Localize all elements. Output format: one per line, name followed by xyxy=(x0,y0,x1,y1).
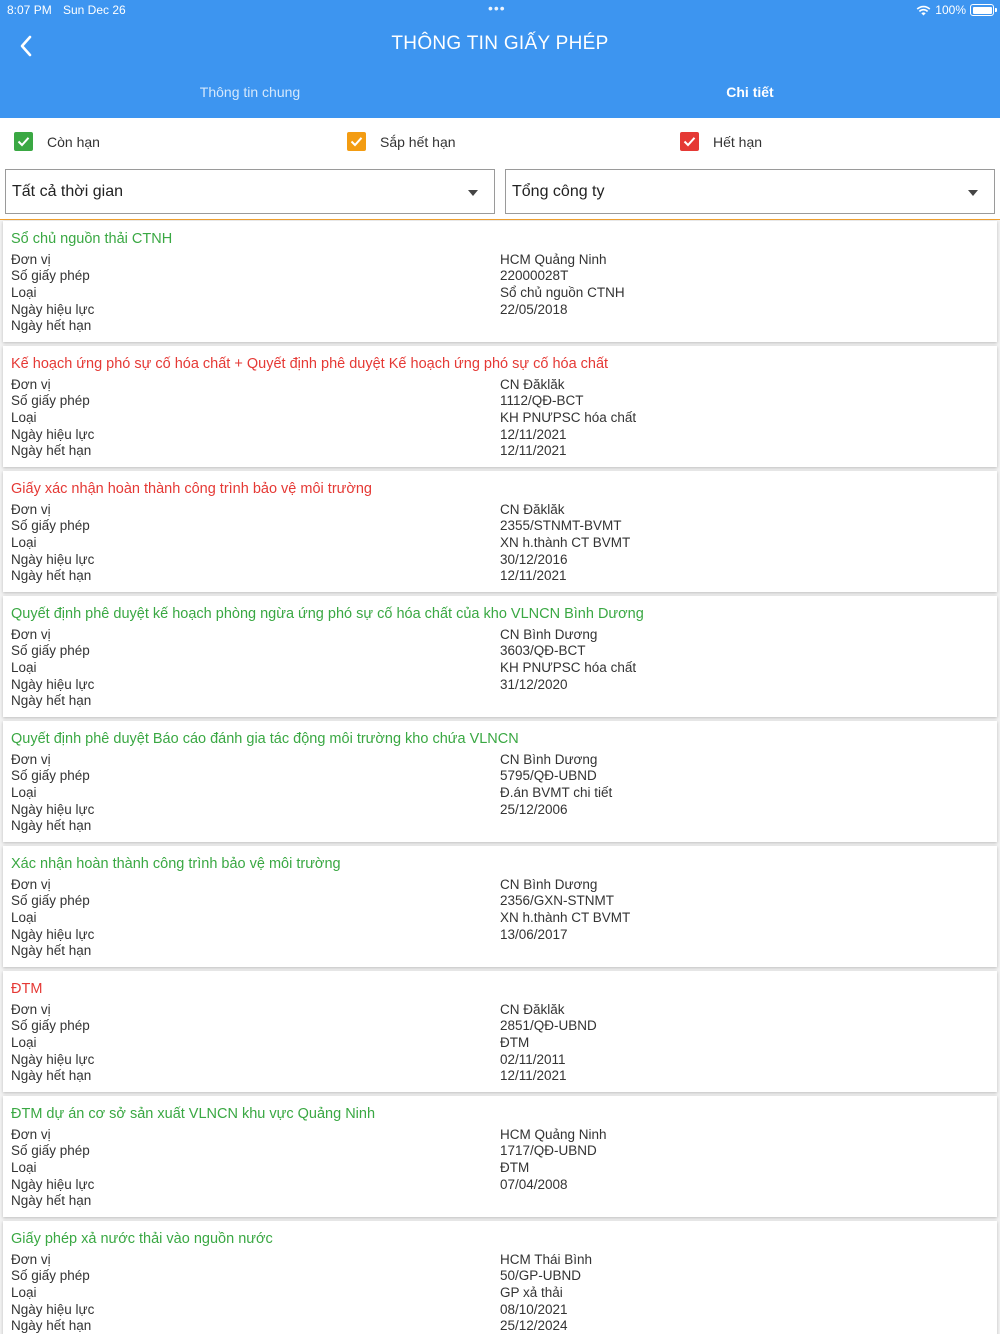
field-value: HCM Thái Bình xyxy=(500,1252,593,1267)
field-label: Số giấy phép xyxy=(11,393,90,408)
field-value: 1112/QĐ-BCT xyxy=(500,393,584,408)
field-label: Ngày hết hạn xyxy=(11,1318,92,1333)
permit-title: Giấy xác nhận hoàn thành công trình bảo vệ môi trường xyxy=(11,481,372,497)
permit-card[interactable] xyxy=(3,221,997,342)
status-time: 8:07 PM xyxy=(7,3,52,17)
company-filter-select[interactable] xyxy=(505,169,995,214)
permit-title: Giấy phép xả nước thải vào nguồn nước xyxy=(11,1231,273,1247)
field-label: Số giấy phép xyxy=(11,768,90,783)
field-label: Số giấy phép xyxy=(11,518,90,533)
permit-card[interactable] xyxy=(3,971,997,1092)
field-label: Đơn vị xyxy=(11,1252,51,1267)
app-header xyxy=(0,0,1000,118)
field-label: Loại xyxy=(11,535,37,550)
field-value: KH PNƯPSC hóa chất xyxy=(500,410,637,425)
multitasking-dots-icon[interactable]: ••• xyxy=(488,0,506,16)
permit-card[interactable] xyxy=(3,721,997,842)
battery-icon xyxy=(970,4,994,16)
field-value: CN Đăklăk xyxy=(500,377,565,392)
field-label: Ngày hết hạn xyxy=(11,568,92,583)
field-label: Ngày hiệu lực xyxy=(11,677,95,692)
field-label: Đơn vị xyxy=(11,502,51,517)
field-value: ĐTM xyxy=(500,1160,530,1175)
field-value: 12/11/2021 xyxy=(500,427,567,442)
field-label: Loại xyxy=(11,785,37,800)
status-date: Sun Dec 26 xyxy=(63,3,126,17)
field-label: Đơn vị xyxy=(11,877,51,892)
field-value: 25/12/2024 xyxy=(500,1318,568,1333)
field-label: Ngày hiệu lực xyxy=(11,552,95,567)
legend-expiring-soon[interactable] xyxy=(347,132,456,151)
field-label: Ngày hiệu lực xyxy=(11,927,95,942)
permit-title: Sổ chủ nguồn thải CTNH xyxy=(11,231,173,247)
field-value: CN Bình Dương xyxy=(500,752,598,767)
field-label: Ngày hết hạn xyxy=(11,318,92,333)
field-label: Số giấy phép xyxy=(11,643,90,658)
field-value: 2851/QĐ-UBND xyxy=(500,1018,597,1033)
field-value: CN Đăklăk xyxy=(500,1002,565,1017)
permit-card[interactable] xyxy=(3,596,997,717)
field-label: Đơn vị xyxy=(11,752,51,767)
field-label: Số giấy phép xyxy=(11,268,90,283)
permit-title: Quyết định phê duyệt kế hoạch phòng ngừa ứng phó sự cố hóa chất của kho VLNCN Bình Dương xyxy=(11,606,644,622)
field-value: ĐTM xyxy=(500,1035,530,1050)
field-value: 02/11/2011 xyxy=(500,1052,566,1067)
field-label: Ngày hết hạn xyxy=(11,693,92,708)
field-value: 3603/QĐ-BCT xyxy=(500,643,586,658)
field-value: 2356/GXN-STNMT xyxy=(500,893,615,908)
legend-expired[interactable] xyxy=(680,132,762,151)
time-filter-select[interactable] xyxy=(5,169,495,214)
field-label: Ngày hiệu lực xyxy=(11,1177,95,1192)
field-value: CN Bình Dương xyxy=(500,877,598,892)
legend-label: Hết hạn xyxy=(713,133,763,150)
tab-bar xyxy=(0,78,1000,118)
battery-percent: 100% xyxy=(935,3,966,17)
legend-valid[interactable] xyxy=(14,132,100,151)
field-value: XN h.thành CT BVMT xyxy=(500,535,631,550)
caret-down-icon xyxy=(468,190,478,196)
field-label: Đơn vị xyxy=(11,627,51,642)
field-value: Đ.án BVMT chi tiết xyxy=(500,785,613,800)
permit-title: ĐTM dự án cơ sở sản xuất VLNCN khu vực Quảng Ninh xyxy=(11,1106,376,1122)
tab-general-info[interactable]: Thông tin chung xyxy=(199,84,301,100)
permit-card[interactable] xyxy=(3,846,997,967)
field-label: Số giấy phép xyxy=(11,1268,90,1283)
field-value: GP xả thải xyxy=(500,1285,563,1300)
field-value: CN Đăklăk xyxy=(500,502,565,517)
field-value: HCM Quảng Ninh xyxy=(500,1127,607,1142)
field-value: 30/12/2016 xyxy=(500,552,568,567)
field-value: 22000028T xyxy=(500,268,569,283)
field-label: Ngày hết hạn xyxy=(11,1193,92,1208)
status-bar xyxy=(0,0,1000,22)
permit-card[interactable] xyxy=(3,1096,997,1217)
field-value: 12/11/2021 xyxy=(500,443,567,458)
field-label: Ngày hiệu lực xyxy=(11,302,95,317)
field-value: 08/10/2021 xyxy=(500,1302,568,1317)
field-label: Đơn vị xyxy=(11,252,51,267)
field-value: XN h.thành CT BVMT xyxy=(500,910,631,925)
field-label: Loại xyxy=(11,1160,37,1175)
field-label: Ngày hiệu lực xyxy=(11,1052,95,1067)
field-label: Đơn vị xyxy=(11,377,51,392)
page-title: THÔNG TIN GIẤY PHÉP xyxy=(391,33,609,54)
field-label: Ngày hết hạn xyxy=(11,943,92,958)
field-label: Số giấy phép xyxy=(11,1018,90,1033)
field-label: Loại xyxy=(11,1285,37,1300)
checkbox-checked-icon xyxy=(347,132,366,151)
permit-card[interactable] xyxy=(3,471,997,592)
permit-title: Xác nhận hoàn thành công trình bảo vệ môi trường xyxy=(11,856,341,872)
field-value: 31/12/2020 xyxy=(500,677,568,692)
field-value: Sổ chủ nguồn CTNH xyxy=(500,285,625,300)
permit-title: Quyết định phê duyệt Báo cáo đánh gia tác động môi trường kho chứa VLNCN xyxy=(11,731,519,747)
permit-card[interactable] xyxy=(3,346,997,467)
wifi-icon xyxy=(916,5,931,16)
field-value: 07/04/2008 xyxy=(500,1177,568,1192)
field-value: 2355/STNMT-BVMT xyxy=(500,518,622,533)
legend-label: Sắp hết hạn xyxy=(380,133,456,150)
field-label: Số giấy phép xyxy=(11,893,90,908)
field-value: 12/11/2021 xyxy=(500,1068,567,1083)
time-filter-value: Tất cả thời gian xyxy=(12,183,123,200)
field-value: 13/06/2017 xyxy=(500,927,568,942)
status-right xyxy=(916,3,966,17)
tab-details[interactable]: Chi tiết xyxy=(726,84,774,100)
field-label: Loại xyxy=(11,910,37,925)
field-label: Số giấy phép xyxy=(11,1143,90,1158)
field-value: 5795/QĐ-UBND xyxy=(500,768,597,783)
field-label: Loại xyxy=(11,285,37,300)
field-label: Loại xyxy=(11,410,37,425)
field-label: Ngày hết hạn xyxy=(11,818,92,833)
permit-card[interactable] xyxy=(3,1221,997,1334)
field-value: 25/12/2006 xyxy=(500,802,568,817)
permit-title: ĐTM xyxy=(11,981,43,997)
field-label: Ngày hiệu lực xyxy=(11,427,95,442)
field-value: HCM Quảng Ninh xyxy=(500,252,607,267)
filter-panel xyxy=(0,118,1000,220)
permit-title: Kế hoạch ứng phó sự cố hóa chất + Quyết định phê duyệt Kế hoạch ứng phó sự cố hóa chất xyxy=(11,356,609,372)
field-label: Loại xyxy=(11,1035,37,1050)
field-label: Ngày hiệu lực xyxy=(11,1302,95,1317)
field-value: 12/11/2021 xyxy=(500,568,567,583)
field-label: Ngày hết hạn xyxy=(11,1068,92,1083)
legend-label: Còn hạn xyxy=(47,133,100,150)
field-label: Loại xyxy=(11,660,37,675)
checkbox-checked-icon xyxy=(14,132,33,151)
caret-down-icon xyxy=(968,190,978,196)
field-value: 50/GP-UBND xyxy=(500,1268,582,1283)
field-value: CN Bình Dương xyxy=(500,627,598,642)
field-value: 22/05/2018 xyxy=(500,302,568,317)
field-label: Ngày hiệu lực xyxy=(11,802,95,817)
field-label: Đơn vị xyxy=(11,1002,51,1017)
checkbox-checked-icon xyxy=(680,132,699,151)
field-value: KH PNƯPSC hóa chất xyxy=(500,660,637,675)
field-label: Đơn vị xyxy=(11,1127,51,1142)
company-filter-value: Tổng công ty xyxy=(512,183,605,200)
field-value: 1717/QĐ-UBND xyxy=(500,1143,597,1158)
field-label: Ngày hết hạn xyxy=(11,443,92,458)
